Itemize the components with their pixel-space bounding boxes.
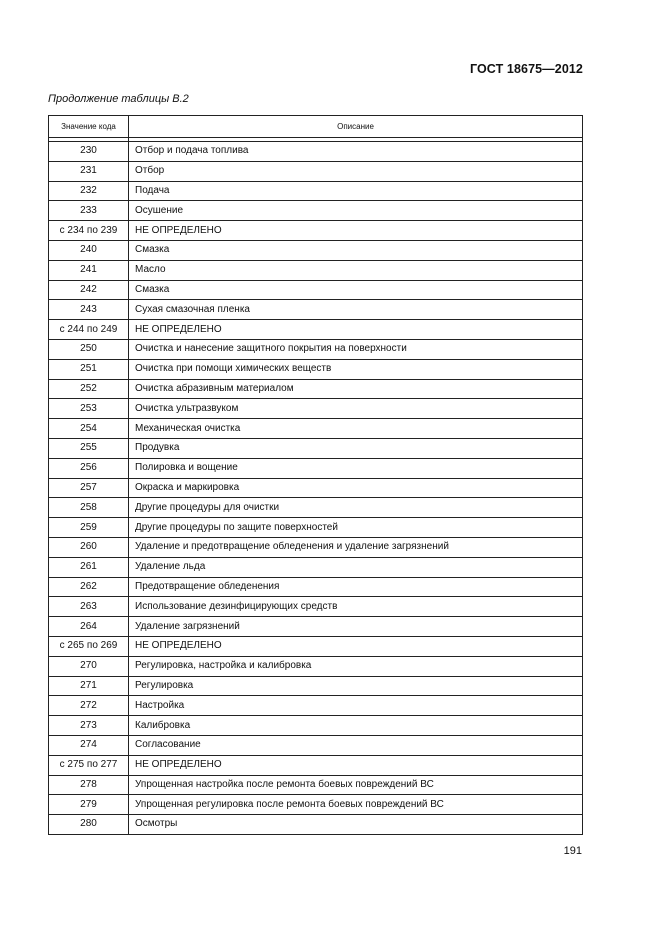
description-cell: Предотвращение обледенения [129, 577, 583, 597]
table-row [49, 142, 583, 162]
code-value-cell: с 244 по 249 [49, 320, 129, 340]
code-value-cell: 230 [49, 142, 129, 162]
table-row [49, 795, 583, 815]
table-row [49, 161, 583, 181]
code-value-cell: 232 [49, 181, 129, 201]
description-cell: Другие процедуры по защите поверхностей [129, 518, 583, 538]
description-cell: Упрощенная настройка после ремонта боевых повреждений ВС [129, 775, 583, 795]
code-value-cell: 258 [49, 498, 129, 518]
code-value-cell: 279 [49, 795, 129, 815]
description-cell: Смазка [129, 280, 583, 300]
description-cell: Другие процедуры для очистки [129, 498, 583, 518]
code-value-cell: 241 [49, 260, 129, 280]
code-value-cell: с 234 по 239 [49, 221, 129, 241]
code-value-cell: 261 [49, 557, 129, 577]
description-cell: Осушение [129, 201, 583, 221]
table-row [49, 696, 583, 716]
table-row [49, 716, 583, 736]
code-value-cell: 256 [49, 458, 129, 478]
table-row [49, 438, 583, 458]
code-value-cell: 233 [49, 201, 129, 221]
description-cell: НЕ ОПРЕДЕЛЕНО [129, 221, 583, 241]
table-row [49, 617, 583, 637]
code-value-cell: 262 [49, 577, 129, 597]
code-value-cell: 272 [49, 696, 129, 716]
description-cell: Смазка [129, 240, 583, 260]
code-value-cell: 273 [49, 716, 129, 736]
code-value-cell: 259 [49, 518, 129, 538]
table-body [49, 142, 583, 835]
description-cell: НЕ ОПРЕДЕЛЕНО [129, 320, 583, 340]
description-cell: Механическая очистка [129, 419, 583, 439]
description-cell: Калибровка [129, 716, 583, 736]
description-cell: Масло [129, 260, 583, 280]
description-cell: Отбор [129, 161, 583, 181]
code-value-cell: 255 [49, 438, 129, 458]
description-cell: Осмотры [129, 815, 583, 835]
table-row [49, 478, 583, 498]
description-cell: Упрощенная регулировка после ремонта боевых повреждений ВС [129, 795, 583, 815]
table-row [49, 537, 583, 557]
description-cell: Очистка при помощи химических веществ [129, 359, 583, 379]
table-row [49, 676, 583, 696]
table-row [49, 498, 583, 518]
description-cell: Использование дезинфицирующих средств [129, 597, 583, 617]
table-row [49, 735, 583, 755]
table-row [49, 815, 583, 835]
description-cell: Сухая смазочная пленка [129, 300, 583, 320]
code-value-cell: 280 [49, 815, 129, 835]
code-value-cell: 252 [49, 379, 129, 399]
table-row [49, 419, 583, 439]
code-value-cell: 257 [49, 478, 129, 498]
table-row [49, 300, 583, 320]
table-row [49, 240, 583, 260]
column-header-description: Описание [129, 116, 583, 138]
description-cell: Удаление загрязнений [129, 617, 583, 637]
page-number: 191 [563, 845, 582, 857]
description-cell: Регулировка [129, 676, 583, 696]
column-header-code: Значение кода [49, 116, 129, 138]
table-row [49, 597, 583, 617]
description-cell: Согласование [129, 735, 583, 755]
code-value-cell: 240 [49, 240, 129, 260]
table-row [49, 755, 583, 775]
table-row [49, 221, 583, 241]
description-cell: Отбор и подача топлива [129, 142, 583, 162]
table-caption: Продолжение таблицы В.2 [48, 93, 189, 105]
code-value-cell: 270 [49, 656, 129, 676]
code-value-cell: 271 [49, 676, 129, 696]
description-cell: Регулировка, настройка и калибровка [129, 656, 583, 676]
code-value-cell: 260 [49, 537, 129, 557]
code-value-cell: 251 [49, 359, 129, 379]
standard-code: ГОСТ 18675—2012 [469, 62, 583, 76]
table-row [49, 518, 583, 538]
description-cell: Полировка и вощение [129, 458, 583, 478]
table-row [49, 379, 583, 399]
code-value-cell: 242 [49, 280, 129, 300]
code-table [48, 115, 583, 835]
description-cell: Настройка [129, 696, 583, 716]
code-value-cell: 263 [49, 597, 129, 617]
description-cell: Окраска и маркировка [129, 478, 583, 498]
code-value-cell: 254 [49, 419, 129, 439]
table-header [49, 116, 583, 142]
table-row [49, 339, 583, 359]
description-cell: Очистка абразивным материалом [129, 379, 583, 399]
code-value-cell: 250 [49, 339, 129, 359]
description-cell: Подача [129, 181, 583, 201]
description-cell: НЕ ОПРЕДЕЛЕНО [129, 755, 583, 775]
table-row [49, 201, 583, 221]
table-row [49, 181, 583, 201]
code-value-cell: 274 [49, 735, 129, 755]
table-row [49, 656, 583, 676]
code-value-cell: с 265 по 269 [49, 636, 129, 656]
table-row [49, 260, 583, 280]
description-cell: Очистка и нанесение защитного покрытия на поверхности [129, 339, 583, 359]
code-value-cell: с 275 по 277 [49, 755, 129, 775]
table-row [49, 280, 583, 300]
table-row [49, 577, 583, 597]
table-row [49, 636, 583, 656]
description-cell: Удаление и предотвращение обледенения и удаление загрязнений [129, 537, 583, 557]
description-cell: Удаление льда [129, 557, 583, 577]
table-row [49, 557, 583, 577]
code-value-cell: 264 [49, 617, 129, 637]
table-row [49, 359, 583, 379]
table-row [49, 320, 583, 340]
code-value-cell: 278 [49, 775, 129, 795]
code-value-cell: 253 [49, 399, 129, 419]
table-row [49, 458, 583, 478]
code-value-cell: 231 [49, 161, 129, 181]
table-row [49, 399, 583, 419]
description-cell: НЕ ОПРЕДЕЛЕНО [129, 636, 583, 656]
table-row [49, 775, 583, 795]
description-cell: Продувка [129, 438, 583, 458]
code-value-cell: 243 [49, 300, 129, 320]
description-cell: Очистка ультразвуком [129, 399, 583, 419]
